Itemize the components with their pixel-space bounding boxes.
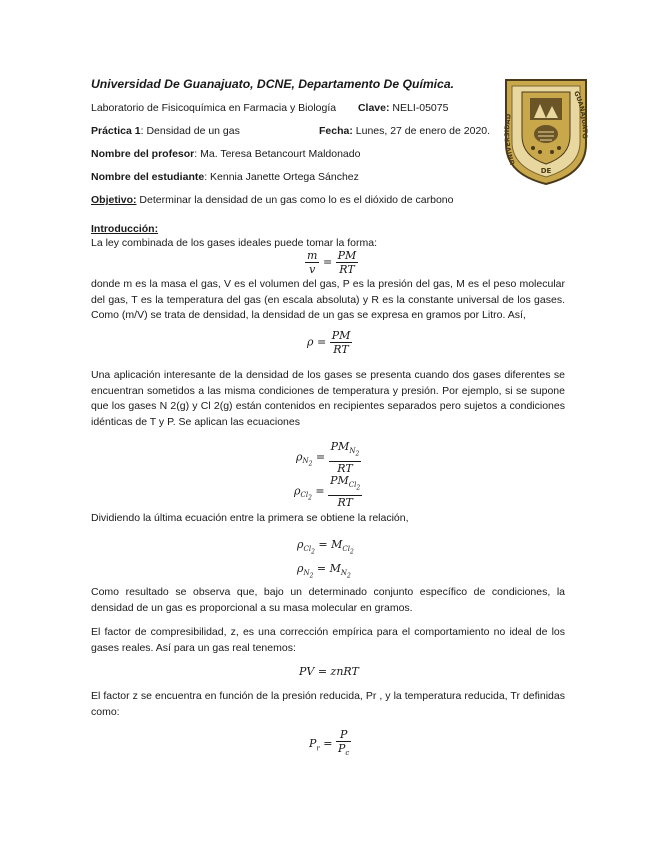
fecha-line — [319, 125, 490, 137]
intro-p2: donde m es la masa el gas, V es el volumen del gas, P es la presión del gas, M es el peso molecular del gas, T es la temperatura del gas (en escala absoluta) y R es la constante universal de los gases. Como (m/V) se trata de densidad, la densidad de un gas se expresa en gramos por Litro. Así, — [91, 278, 565, 321]
lab-name: Laboratorio de Fisicoquímica en Farmacia y Biología — [91, 102, 337, 114]
estudiante-value: : Kennia Janette Ortega Sánchez — [204, 171, 359, 183]
objetivo-label: Objetivo: — [91, 194, 137, 206]
intro-p5: Como resultado se observa que, bajo un determinado conjunto específico de condiciones, la densidad de un gas es proporcional a su masa molecular en gramos. — [91, 586, 565, 614]
intro-p4: Dividiendo la última ecuación entre la primera se obtiene la relación, — [91, 512, 409, 524]
practica-label: Práctica 1 — [91, 125, 141, 137]
intro-p6: El factor de compresibilidad, z, es una corrección empírica para el comportamiento no ideal de los gases reales. Así para un gas real tenemos: — [91, 626, 565, 654]
seal-bottom-text: DE — [540, 167, 552, 175]
intro-p1: La ley combinada de los gases ideales puede tomar la forma: — [91, 237, 378, 249]
objetivo-value: Determinar la densidad de un gas como lo es el dióxido de carbono — [136, 194, 454, 206]
lab-line — [91, 102, 448, 114]
equation-ratio-cl2: $\rho_{Cl_2} = M_{Cl_2}$ — [297, 538, 354, 556]
equation-ratio-n2: $\rho_{N_2} = M_{N_2}$ — [297, 562, 351, 580]
profesor-value: : Ma. Teresa Betancourt Maldonado — [194, 148, 361, 160]
seal-left-text: UNIVERSIDAD — [503, 113, 517, 166]
practica-line — [91, 125, 240, 137]
equation-real-gas: PV = znRT — [299, 665, 359, 678]
equation-density: ρ = $\frac{PM}{RT}$ — [307, 329, 351, 356]
university-title: Universidad De Guanajuato, DCNE, Departamento De Química. — [91, 77, 455, 91]
objetivo-line — [91, 194, 453, 206]
intro-heading: Introducción: — [91, 223, 159, 235]
clave-label: Clave: — [357, 102, 390, 114]
practica-value: : Densidad de un gas — [140, 125, 240, 137]
estudiante-line — [91, 171, 359, 183]
equation-reduced-pressure: $P_r$ = $\frac{P}{P_c}$ — [309, 728, 350, 758]
profesor-label: Nombre del profesor — [91, 148, 195, 160]
profesor-line — [91, 148, 360, 160]
equation-mass-volume: $\frac{m}{v}$ = $\frac{PM}{RT}$ — [307, 249, 357, 276]
equation-density-n2: $\rho_{N_2}$ = $\frac{PM_{N_2}}{RT}$ — [296, 440, 360, 475]
fecha-value: Lunes, 27 de enero de 2020. — [355, 125, 491, 137]
seal-right-text: GUANAJUATO — [572, 89, 589, 140]
university-seal-logo — [500, 74, 592, 188]
equation-density-cl2: $\rho_{Cl_2}$ = $\frac{PM_{Cl_2}}{RT}$ — [294, 474, 361, 509]
fecha-label: Fecha: — [319, 125, 353, 137]
clave-value: NELI-05075 — [392, 102, 449, 114]
intro-p7: El factor z se encuentra en función de la presión reducida, Pr , y la temperatura reducida, Tr definidas como: — [91, 690, 565, 718]
estudiante-label: Nombre del estudiante — [91, 171, 205, 183]
intro-p3: Una aplicación interesante de la densidad de los gases se presenta cuando dos gases diferentes se encuentran sometidos a las misma condiciones de temperatura y presión. Por ejemplo, si se supone que los gases N 2(g) y Cl 2(g) están contenidos en recipientes separados pero sujetos a condiciones idénticas de T y P. Se aplican las ecuaciones — [91, 369, 565, 428]
